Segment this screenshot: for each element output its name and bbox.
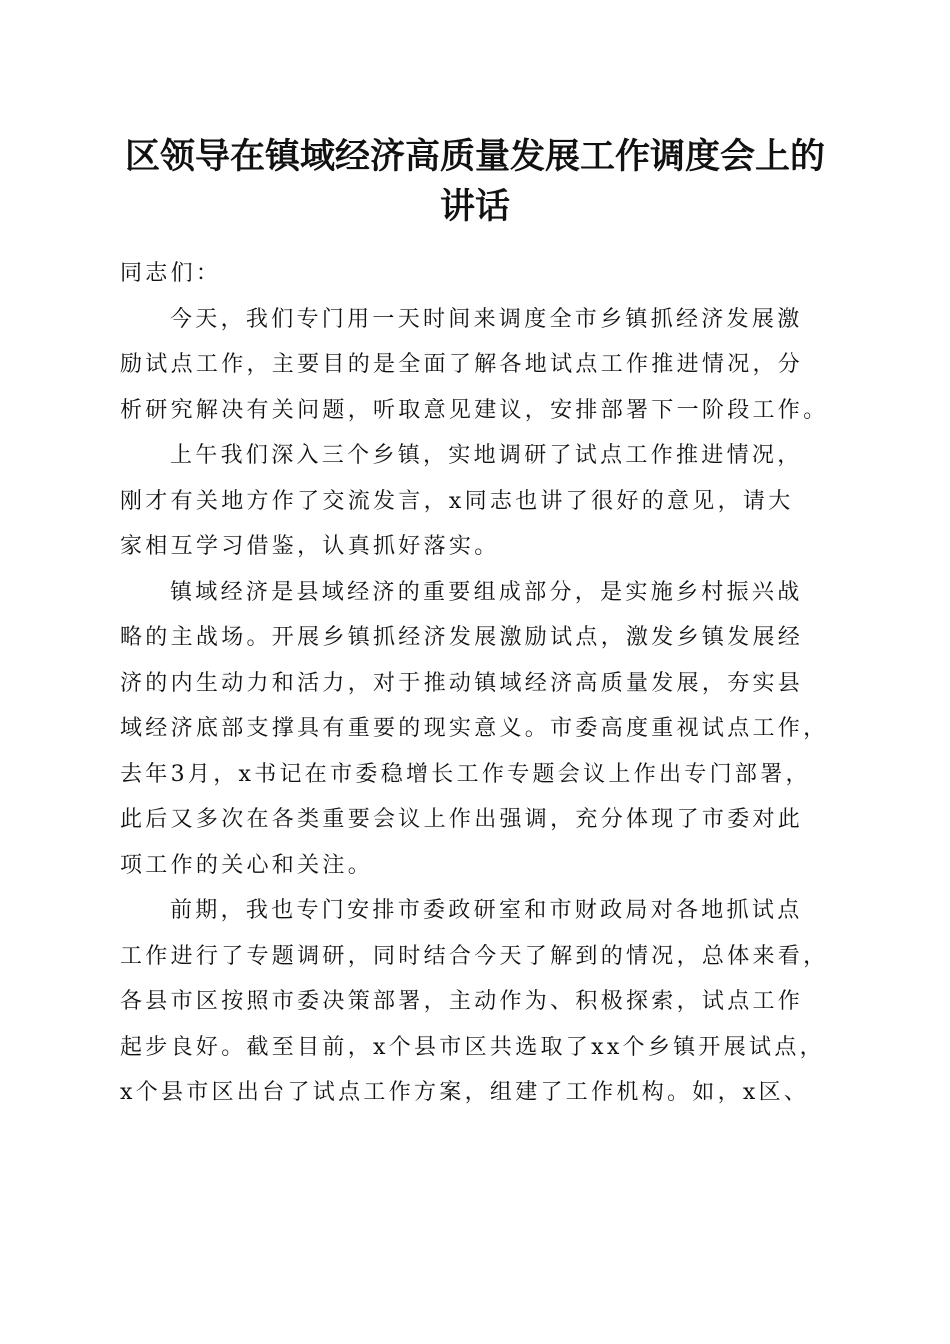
paragraph-2 [120, 433, 836, 570]
paragraph-line: 各县市区按照市委决策部署，主动作为、积极探索，试点工作 [120, 989, 804, 1014]
paragraph-line: 家相互学习借鉴，认真抓好落实。 [120, 534, 500, 559]
paragraph-4 [120, 888, 836, 1116]
paragraph-line: 刚才有关地方作了交流发言，x同志也讲了很好的意见，请大 [120, 488, 794, 514]
paragraph-line: 济的内生动力和活力，对于推动镇域经济高质量发展，夯实县 [120, 670, 804, 696]
paragraph-line: 域经济底部支撑具有重要的现实意义。市委高度重视试点工作， [120, 716, 829, 741]
paragraph-line: 此后又多次在各类重要会议上作出强调，充分体现了市委对此 [120, 807, 804, 832]
paragraph-line: 去年3月，x书记在市委稳增长工作专题会议上作出专门部署， [120, 761, 811, 787]
title-line: 区领导在镇域经济高质量发展工作调度会上的 [124, 136, 825, 177]
document-title [100, 132, 850, 232]
document-body [120, 251, 836, 1116]
salutation: 同志们： [120, 261, 222, 286]
paragraph-3 [120, 570, 836, 889]
title-line: 讲话 [439, 186, 510, 227]
paragraph-line: 析研究解决有关问题，听取意见建议，安排部署下一阶段工作。 [120, 397, 829, 423]
paragraph-line: 起步良好。截至目前，x个县市区共选取了xx个乡镇开展试点， [120, 1034, 825, 1060]
paragraph-1 [120, 297, 836, 434]
paragraph-line: 工作进行了专题调研，同时结合今天了解到的情况，总体来看， [120, 943, 829, 969]
paragraph-line: x个县市区出台了试点工作方案，组建了工作机构。如，x区、 [120, 1080, 810, 1105]
paragraph-line: 项工作的关心和关注。 [120, 852, 374, 878]
paragraph-line: 镇域经济是县域经济的重要组成部分，是实施乡村振兴战 [170, 579, 803, 605]
paragraph-line: 略的主战场。开展乡镇抓经济发展激励试点，激发乡镇发展经 [120, 625, 804, 650]
paragraph-line: 上午我们深入三个乡镇，实地调研了试点工作推进情况， [170, 443, 803, 468]
paragraph-line: 今天，我们专门用一天时间来调度全市乡镇抓经济发展激 [170, 306, 803, 332]
paragraph-line: 励试点工作，主要目的是全面了解各地试点工作推进情况，分 [120, 352, 804, 377]
paragraph-line: 前期，我也专门安排市委政研室和市财政局对各地抓试点 [170, 898, 803, 923]
